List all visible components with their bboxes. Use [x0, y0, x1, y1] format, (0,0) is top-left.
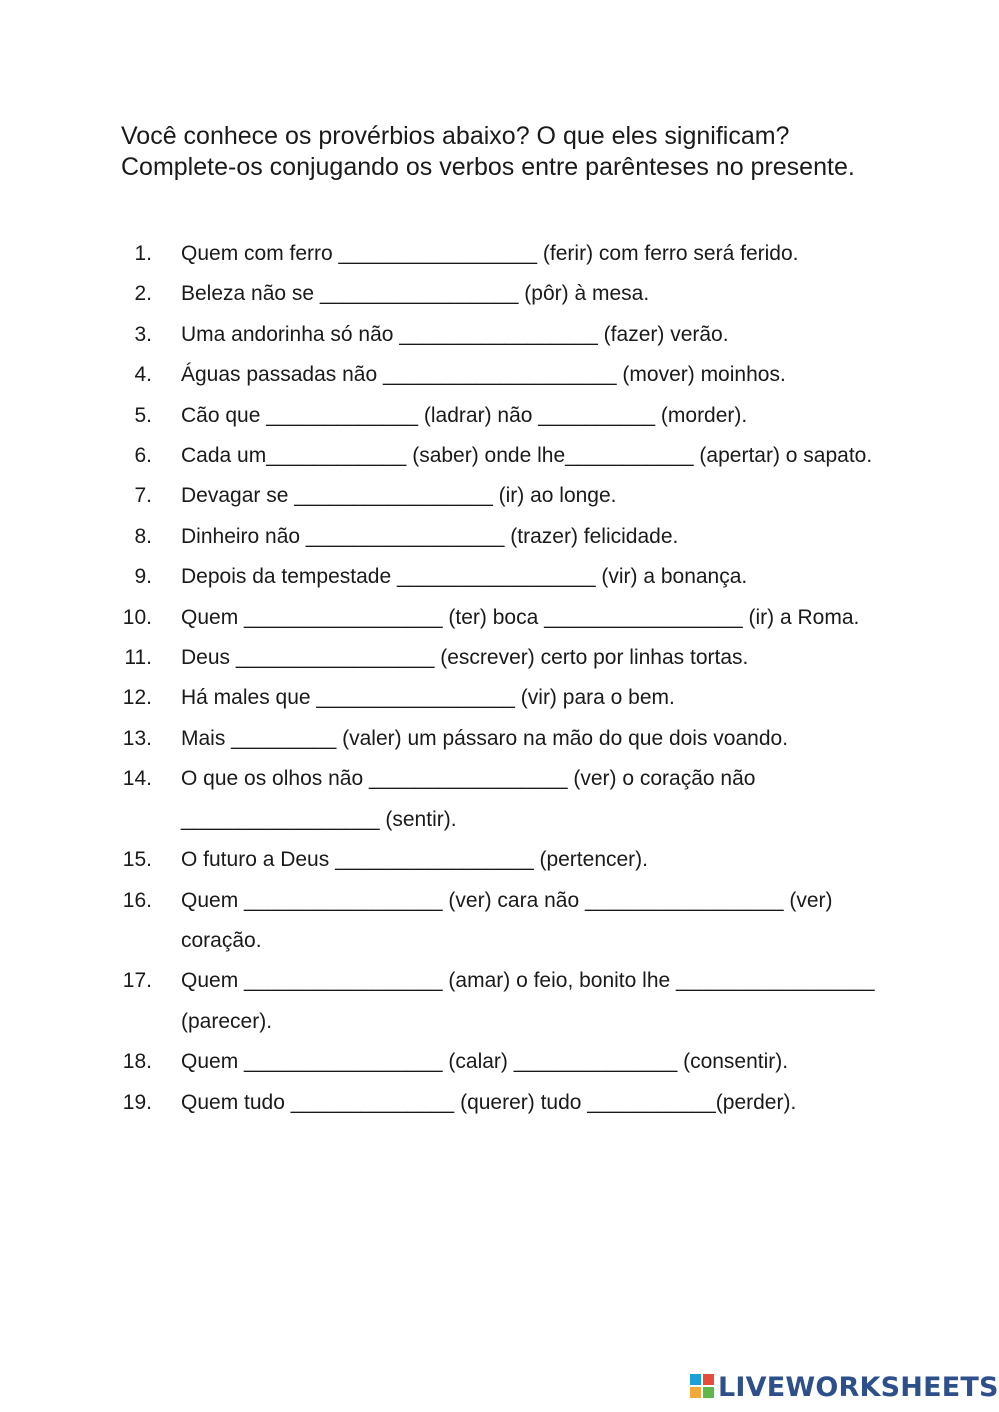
- list-item: [100, 1083, 890, 1123]
- logo-square-blue: [690, 1374, 701, 1385]
- list-item: [100, 517, 890, 557]
- list-item: [100, 961, 890, 1042]
- item-number: 3.: [134, 322, 152, 346]
- list-item: [100, 274, 890, 314]
- item-number: 6.: [134, 444, 152, 468]
- list-item: [100, 396, 890, 436]
- list-item: [100, 638, 890, 678]
- logo-text: LIVEWORKSHEETS: [718, 1371, 999, 1403]
- item-number: 12.: [122, 686, 152, 710]
- list-item: [100, 557, 890, 597]
- list-item: [100, 840, 890, 880]
- proverb-text: Águas passadas não ____________________ (mover) moinhos.: [181, 363, 786, 387]
- proverb-text: Quem _________________ (ter) boca _________________ (ir) a Roma.: [181, 605, 860, 629]
- proverb-text: Quem _________________ (ver) cara não _________________ (ver) coração.: [181, 888, 839, 952]
- item-number: 18.: [122, 1050, 152, 1074]
- proverb-text: Há males que _________________ (vir) para o bem.: [181, 686, 675, 710]
- proverb-text: Dinheiro não _________________ (trazer) felicidade.: [181, 524, 679, 548]
- list-item: [100, 759, 890, 840]
- proverb-text: Cão que _____________ (ladrar) não __________ (morder).: [181, 403, 748, 427]
- list-item: [100, 234, 890, 274]
- proverb-text: Quem com ferro _________________ (ferir) com ferro será ferido.: [181, 242, 799, 265]
- proverb-text: O que os olhos não _________________ (ver) o coração não _________________ (sentir).: [181, 767, 762, 831]
- list-item: [100, 476, 890, 516]
- proverb-list: [100, 234, 890, 1123]
- proverb-text: Quem tudo ______________ (querer) tudo ___________(perder).: [181, 1090, 797, 1114]
- item-number: 4.: [134, 363, 152, 387]
- proverb-text: Beleza não se _________________ (pôr) à mesa.: [181, 282, 650, 306]
- logo-square-orange: [690, 1387, 701, 1398]
- item-number: 14.: [122, 767, 152, 791]
- item-number: 5.: [134, 403, 152, 427]
- logo-square-red: [703, 1374, 714, 1385]
- proverb-text: Devagar se _________________ (ir) ao longe.: [181, 484, 617, 508]
- list-item: [100, 355, 890, 395]
- proverb-text: Deus _________________ (escrever) certo por linhas tortas.: [181, 646, 749, 670]
- logo-square-green: [703, 1387, 714, 1398]
- proverb-text: Uma andorinha só não _________________ (fazer) verão.: [181, 322, 729, 346]
- list-item: [100, 719, 890, 759]
- instructions: Você conhece os provérbios abaixo? O que eles significam? Complete-os conjugando os verbos entre parênteses no presente.: [121, 122, 855, 181]
- item-number: 8.: [134, 524, 152, 548]
- proverb-text: O futuro a Deus _________________ (pertencer).: [181, 848, 648, 872]
- list-item: [100, 1042, 890, 1082]
- list-item: [100, 881, 890, 962]
- liveworksheets-logo[interactable]: [690, 1371, 999, 1403]
- item-number: 15.: [122, 848, 152, 872]
- list-item: [100, 436, 890, 476]
- list-item: [100, 315, 890, 355]
- item-number: 10.: [122, 605, 152, 629]
- item-number: 1.: [134, 242, 152, 265]
- item-number: 9.: [134, 565, 152, 589]
- item-number: 16.: [122, 888, 152, 912]
- item-number: 13.: [122, 726, 152, 750]
- item-number: 17.: [122, 969, 152, 993]
- item-number: 2.: [134, 282, 152, 306]
- list-item: [100, 598, 890, 638]
- proverb-text: Quem _________________ (calar) ______________ (consentir).: [181, 1050, 789, 1074]
- item-number: 19.: [122, 1090, 152, 1114]
- logo-squares-icon: [690, 1374, 716, 1400]
- proverb-text: Mais _________ (valer) um pássaro na mão do que dois voando.: [181, 726, 789, 750]
- proverb-text: Depois da tempestade _________________ (vir) a bonança.: [181, 565, 748, 589]
- item-number: 7.: [134, 484, 152, 508]
- proverb-text: Cada um____________ (saber) onde lhe___________ (apertar) o sapato.: [181, 444, 873, 468]
- list-item: [100, 678, 890, 718]
- proverb-text: Quem _________________ (amar) o feio, bonito lhe _________________ (parecer).: [181, 969, 881, 1033]
- item-number: 11.: [124, 646, 152, 670]
